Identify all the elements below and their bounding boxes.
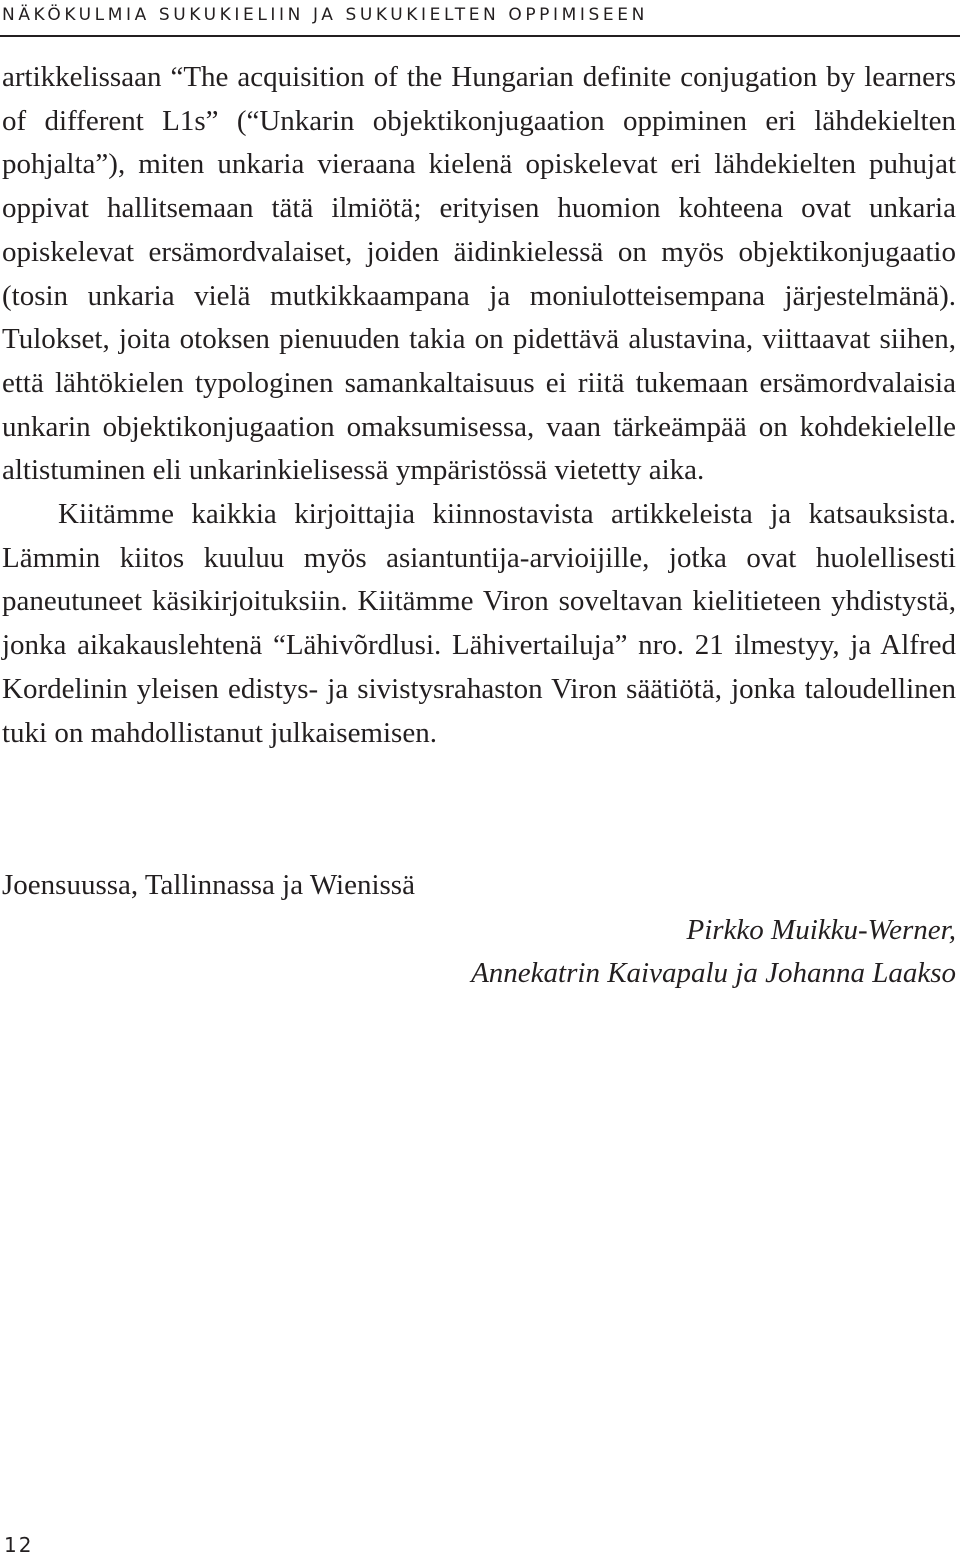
header-rule <box>0 35 960 37</box>
paragraph-continuation: artikkelissaan “The acquisition of the Hungarian definite conjugation by learners of different L1s” (“Unkarin objektikonjugaation oppiminen eri lähdekielten pohjalta”), miten unkaria vieraana kielenä opiskelevat eri lähdekielten puhujat oppivat hallitsemaan tätä ilmiötä; erityisen huomion kohteena ovat unkaria opiskelevat ersämordvalaiset, joiden äidinkielessä on myös objektikonjugaatio (tosin unkaria vielä mutkikkaampana ja moniulotteisempana järjestelmänä). Tulokset, joita otoksen pienuuden takia on pidettävä alustavina, viittaavat siihen, että lähtökielen typologinen samankaltaisuus ei riitä tukemaan ersämordvalaisia unkarin objektikonjugaation omaksumisessa, vaan tärkeämpää on kohdekielelle altistuminen eli unkarinkielisessä ympäristössä vietetty aika. <box>2 61 956 487</box>
signature-line-2: Annekatrin Kaivapalu ja Johanna Laakso <box>471 957 956 990</box>
closing-place: Joensuussa, Tallinnassa ja Wienissä <box>2 869 415 901</box>
running-head: NÄKÖKULMIA SUKUKIELIIN JA SUKUKIELTEN OPPIMISEEN <box>2 5 648 25</box>
body-text <box>2 56 956 755</box>
signature <box>2 909 956 996</box>
page-number: 12 <box>4 1533 34 1557</box>
signature-line-1: Pirkko Muikku-Werner, <box>686 913 956 946</box>
closing-block <box>2 864 956 996</box>
paragraph-acknowledgements: Kiitämme kaikkia kirjoittajia kiinnostavista artikkeleista ja katsauksista. Lämmin kiitos kuuluu myös asiantuntija-arvioijille, jotka ovat huolellisesti paneutuneet käsikirjoituksiin. Kiitämme Viron soveltavan kielitieteen yhdistystä, jonka aikakauslehtenä “Lähivõrdlusi. Lähivertailuja” nro. 21 ilmestyy, ja Alfred Kordelinin yleisen edistys- ja sivistysrahaston Viron säätiötä, jonka taloudellinen tuki on mahdollistanut julkaisemisen. <box>2 498 956 749</box>
